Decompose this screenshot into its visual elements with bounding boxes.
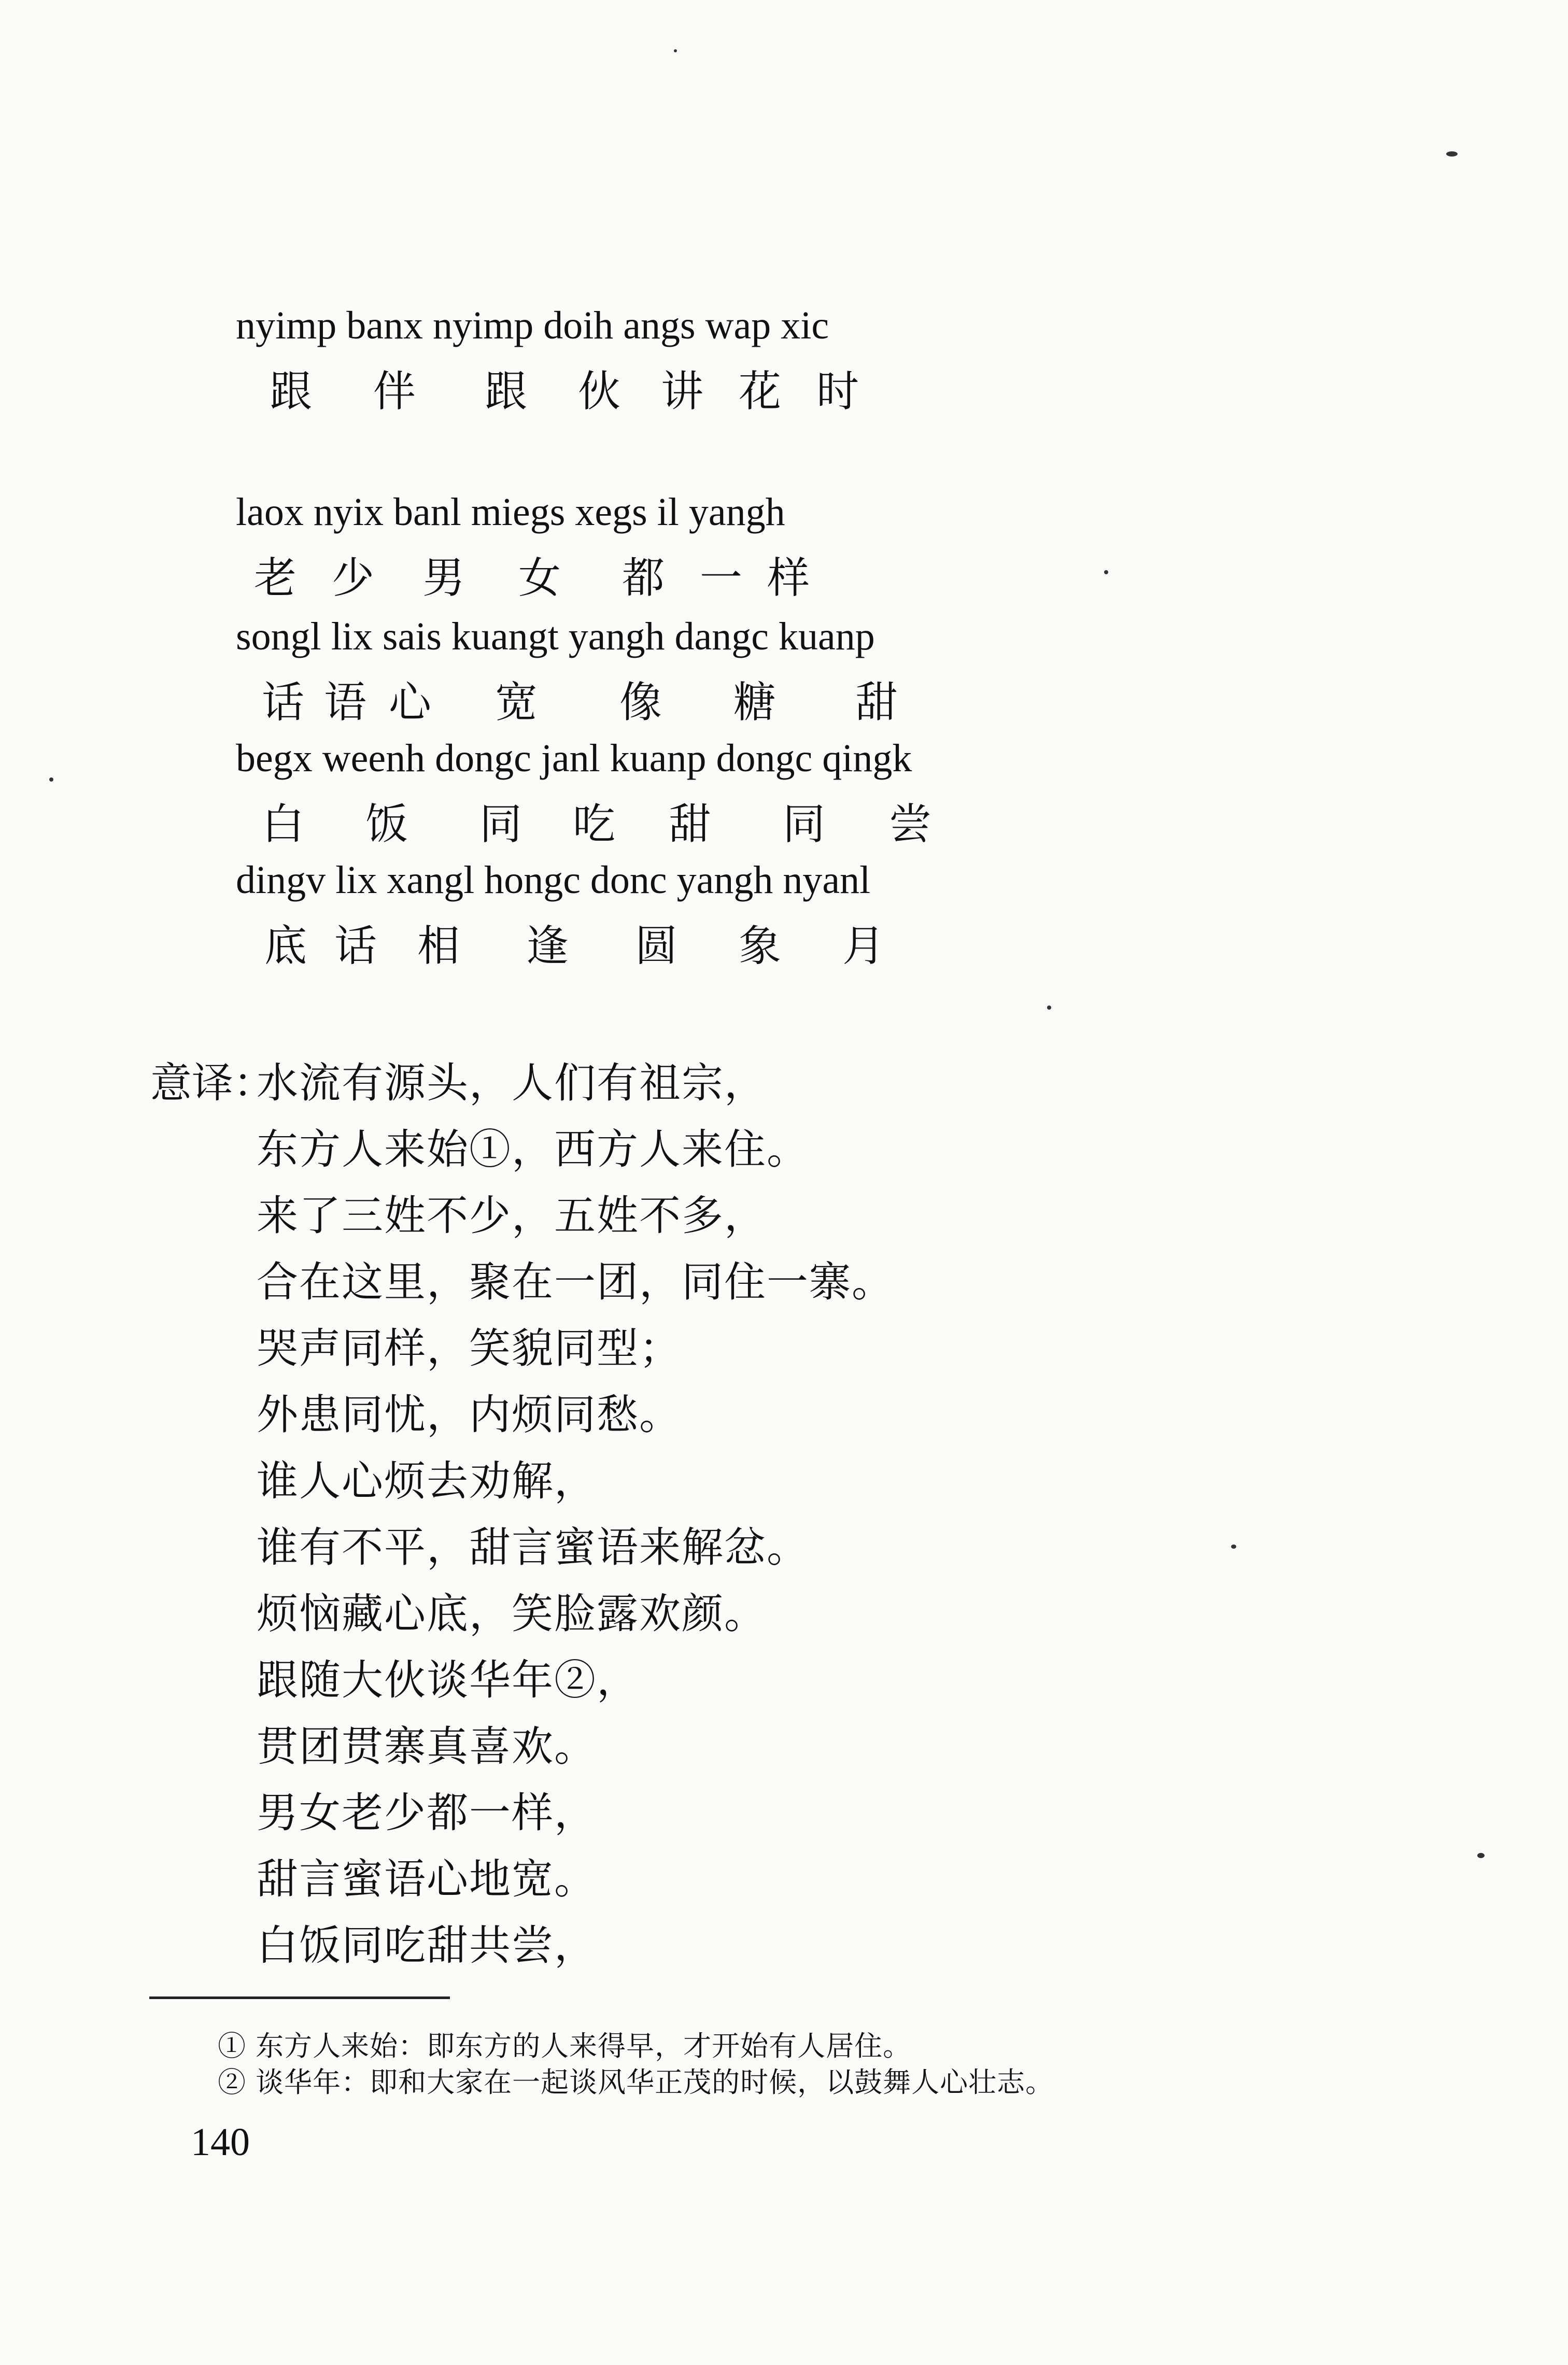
translation-line: 甜言蜜语心地宽。 (257, 1855, 597, 1903)
footnote-divider (149, 1996, 450, 1999)
verse-char: 饭 (365, 800, 408, 849)
translation-line: 哭声同样，笑貌同型； (257, 1324, 682, 1372)
verse-char: 少 (332, 554, 375, 603)
footnote: ① 东方人来始：即东方的人来得早，才开始有人居住。 (218, 2030, 912, 2062)
verse-char: 像 (619, 678, 662, 727)
verse-char: 尝 (889, 800, 932, 849)
verse-char: 跟 (270, 367, 313, 416)
scan-speck (1047, 1006, 1051, 1010)
page-number: 140 (191, 2120, 250, 2164)
translation-line: 白饭同吃甜共尝， (257, 1921, 597, 1970)
translation-label: 意译： (150, 1059, 275, 1107)
verse-char: 月 (842, 922, 885, 971)
translation-line: 谁人心烦去劝解， (257, 1457, 597, 1505)
scan-speck (1104, 570, 1108, 574)
verse-char: 吃 (573, 800, 616, 849)
translation-line: 水流有源头，人们有祖宗， (257, 1059, 767, 1107)
verse-char: 话 (262, 678, 305, 727)
verse-char: 白 (262, 800, 305, 849)
verse-char: 同 (783, 800, 826, 849)
verse-char: 一 (700, 554, 743, 603)
scan-speck (49, 777, 53, 782)
verse-char: 同 (479, 800, 522, 849)
translation-line: 跟随大伙谈华年②， (257, 1656, 639, 1704)
verse-romanization: nyimp banx nyimp doih angs wap xic (236, 304, 829, 347)
verse-chinese (0, 790, 1568, 849)
verse-char: 男 (422, 554, 465, 603)
verse-romanization: dingv lix xangl hongc donc yangh nyanl (236, 858, 871, 902)
verse-char: 语 (324, 678, 367, 727)
verse-chinese (0, 669, 1568, 727)
translation-line: 外患同忧，内烦同愁。 (257, 1391, 682, 1439)
verse-char: 圆 (635, 922, 678, 971)
verse-char: 甜 (855, 678, 898, 727)
verse-chinese (0, 544, 1568, 603)
verse-romanization: songl lix sais kuangt yangh dangc kuanp (236, 615, 875, 658)
translation-line: 来了三姓不少，五姓不多， (257, 1192, 767, 1240)
verse-char: 样 (767, 554, 810, 603)
verse-chinese (0, 358, 1568, 416)
verse-char: 话 (334, 922, 377, 971)
verse-char: 伙 (578, 367, 621, 416)
verse-char: 都 (622, 554, 665, 603)
verse-char: 宽 (495, 678, 538, 727)
translation-line: 贯团贯寨真喜欢。 (257, 1722, 597, 1771)
scan-speck (1477, 1853, 1485, 1858)
verse-char: 伴 (373, 367, 416, 416)
verse-romanization: begx weenh dongc janl kuanp dongc qingk (236, 737, 912, 780)
translation-line: 烦恼藏心底，笑脸露欢颜。 (257, 1590, 767, 1638)
verse-char: 逢 (526, 922, 569, 971)
scan-speck (1231, 1545, 1236, 1549)
translation-line: 东方人来始①，西方人来住。 (257, 1125, 809, 1173)
verse-char: 时 (816, 367, 859, 416)
verse-char: 相 (417, 922, 460, 971)
verse-romanization: laox nyix banl miegs xegs il yangh (236, 490, 785, 534)
verse-char: 老 (254, 554, 297, 603)
verse-char: 糖 (733, 678, 776, 727)
scan-speck (1446, 151, 1458, 157)
verse-chinese (0, 912, 1568, 971)
verse-char: 花 (739, 367, 782, 416)
verse-char: 象 (739, 922, 782, 971)
verse-char: 跟 (485, 367, 528, 416)
translation-line: 合在这里，聚在一团，同住一寨。 (257, 1258, 894, 1306)
translation-line: 谁有不平，甜言蜜语来解忿。 (257, 1523, 809, 1571)
verse-char: 心 (389, 678, 432, 727)
verse-char: 讲 (661, 367, 704, 416)
verse-char: 底 (264, 922, 307, 971)
translation-line: 男女老少都一样， (257, 1789, 597, 1837)
footnote: ② 谈华年：即和大家在一起谈风华正茂的时候，以鼓舞人心壮志。 (218, 2066, 1054, 2099)
verse-char: 甜 (669, 800, 712, 849)
scan-speck (674, 49, 677, 52)
verse-char: 女 (518, 554, 561, 603)
